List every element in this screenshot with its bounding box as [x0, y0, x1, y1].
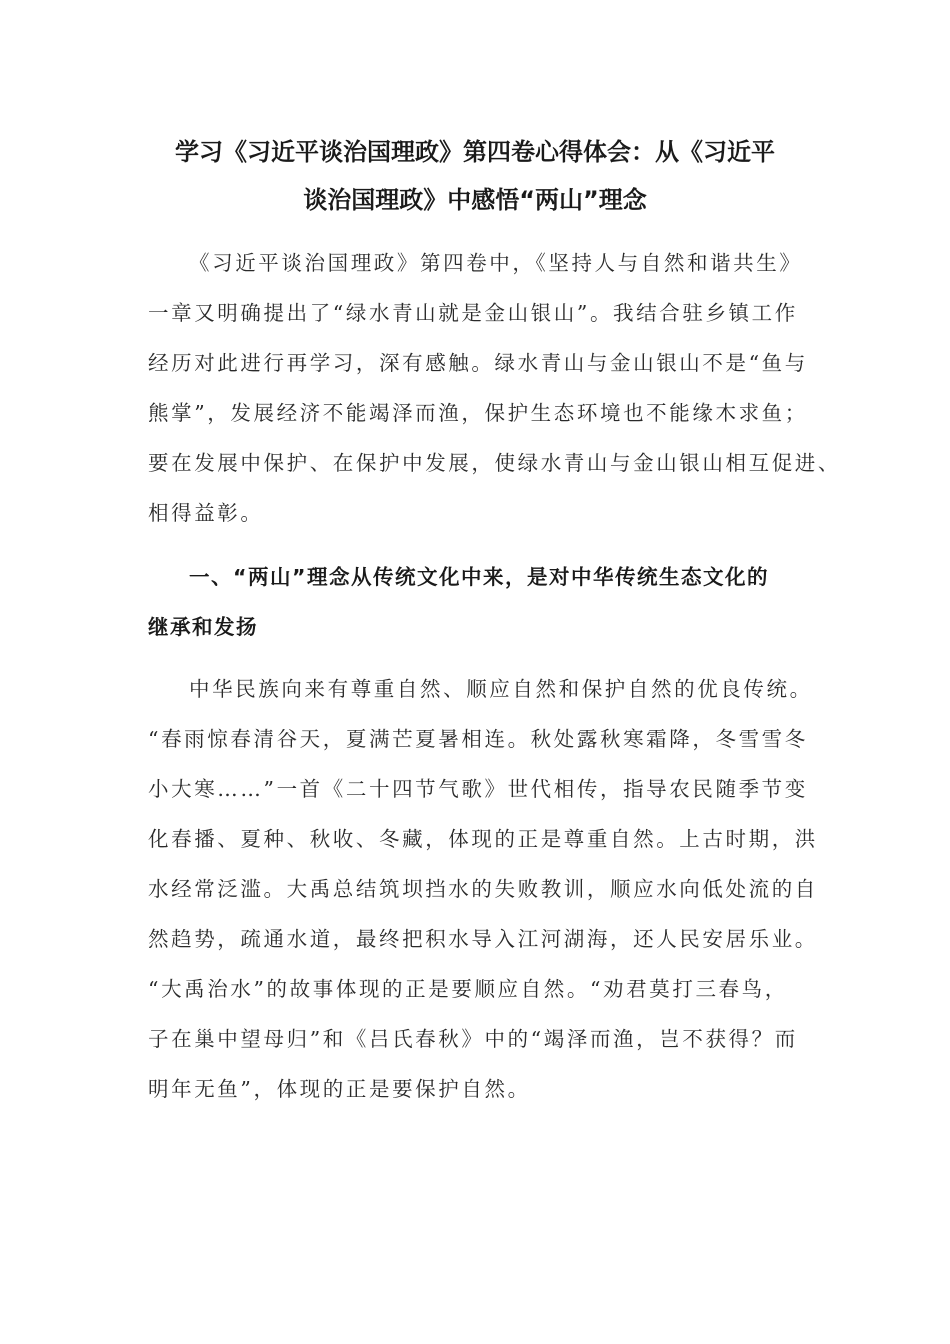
paragraph-line: 小大寒……”一首《二十四节气歌》世代相传，指导农民随季节变: [148, 777, 808, 801]
title-line-1: 学习《习近平谈治国理政》第四卷心得体会：从《习近平: [175, 138, 775, 166]
paragraph-line: 明年无鱼”，体现的正是要保护自然。: [148, 1077, 531, 1101]
paragraph-line: 一章又明确提出了“绿水青山就是金山银山”。我结合驻乡镇工作: [148, 301, 798, 325]
heading-line: 继承和发扬: [148, 615, 258, 639]
section-1-paragraph: [148, 664, 818, 1114]
title-line-2: 谈治国理政》中感悟“两山”理念: [303, 186, 647, 214]
paragraph-line: 《习近平谈治国理政》第四卷中，《坚持人与自然和谐共生》: [189, 251, 803, 275]
paragraph-line: “春雨惊春清谷天，夏满芒夏暑相连。秋处露秋寒霜降，冬雪雪冬: [148, 727, 808, 751]
paragraph-line: 中华民族向来有尊重自然、顺应自然和保护自然的优良传统。: [189, 677, 813, 701]
section-1-heading: [148, 552, 818, 652]
paragraph-line: 水经常泛滥。大禹总结筑坝挡水的失败教训，顺应水向低处流的自: [148, 877, 818, 901]
paragraph-line: “大禹治水”的故事体现的正是要顺应自然。“劝君莫打三春鸟，: [148, 977, 788, 1001]
document-title: [150, 128, 800, 224]
paragraph-line: 子在巢中望母归”和《吕氏春秋》中的“竭泽而渔，岂不获得？而: [148, 1027, 798, 1051]
paragraph-line: 化春播、夏种、秋收、冬藏，体现的正是尊重自然。上古时期，洪: [148, 827, 818, 851]
paragraph-line: 熊掌”，发展经济不能竭泽而渔，保护生态环境也不能缘木求鱼；: [148, 401, 808, 425]
heading-line: 一、“两山”理念从传统文化中来，是对中华传统生态文化的: [189, 565, 769, 589]
intro-paragraph: [148, 238, 841, 538]
paragraph-line: 然趋势，疏通水道，最终把积水导入江河湖海，还人民安居乐业。: [148, 927, 818, 951]
paragraph-line: 要在发展中保护、在保护中发展，使绿水青山与金山银山相互促进、: [148, 451, 841, 475]
paragraph-line: 经历对此进行再学习，深有感触。绿水青山与金山银山不是“鱼与: [148, 351, 808, 375]
paragraph-line: 相得益彰。: [148, 501, 264, 525]
